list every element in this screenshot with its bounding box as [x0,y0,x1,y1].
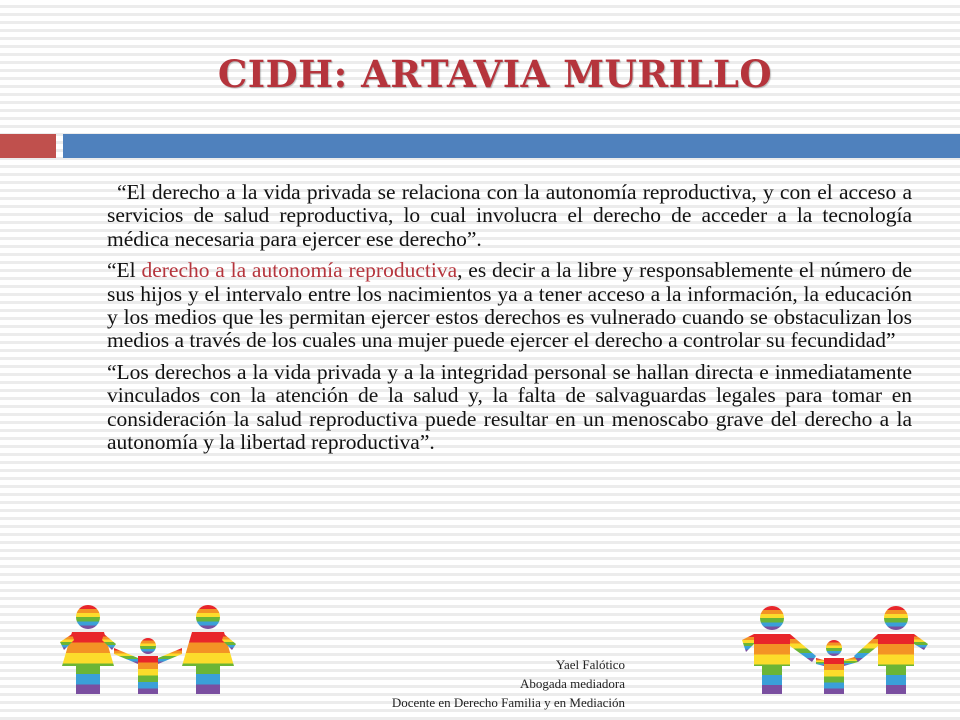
highlight-autonomia: derecho a la autonomía reproductiva [141,258,458,283]
rainbow-family-icon-left [52,604,244,696]
quote-paragraph-1: “El derecho a la vida privada se relaciona con la autonomía reproductiva, y con el acceso a servicios de salud reproductiva, lo cual involucra el derecho de acceder a la tecnología médica necesaria para ejercer ese derecho”. [107,180,912,251]
accent-bar-red [0,134,56,158]
rainbow-family-icon-right [732,604,940,696]
author-name: Yael Falótico [555,657,625,672]
author-signature [300,655,625,712]
accent-bar-blue [63,134,960,158]
quote-body [107,181,912,462]
quote-paragraph-2 [107,259,912,353]
slide-title: CIDH: ARTAVIA MURILLO [217,52,773,96]
author-role: Abogada mediadora [519,676,625,691]
quote-paragraph-3: “Los derechos a la vida privada y a la integridad personal se hallan directa e inmediatamente vinculados con la atención de la salud y, la falta de salvaguardas legales para tomar en consideración la salud reproductiva puede resultar en un menoscabo grave del derecho a la autonomía y la libertad reproductiva”. [107,359,912,455]
quote-paragraph-2-suffix: , es decir a la libre y responsablemente el número de sus hijos y el intervalo entre los nacimientos ya a tener acceso a la información, la educación y los medios que les permitan ejercer estos derechos es vulnerado cuando se obstaculizan los medios a través de los cuales una mujer puede ejercer el derecho a controlar su fecundidad” [107,258,913,353]
author-position: Docente en Derecho Familia y en Mediación [391,695,625,710]
quote-paragraph-2-prefix: “El [107,258,142,283]
